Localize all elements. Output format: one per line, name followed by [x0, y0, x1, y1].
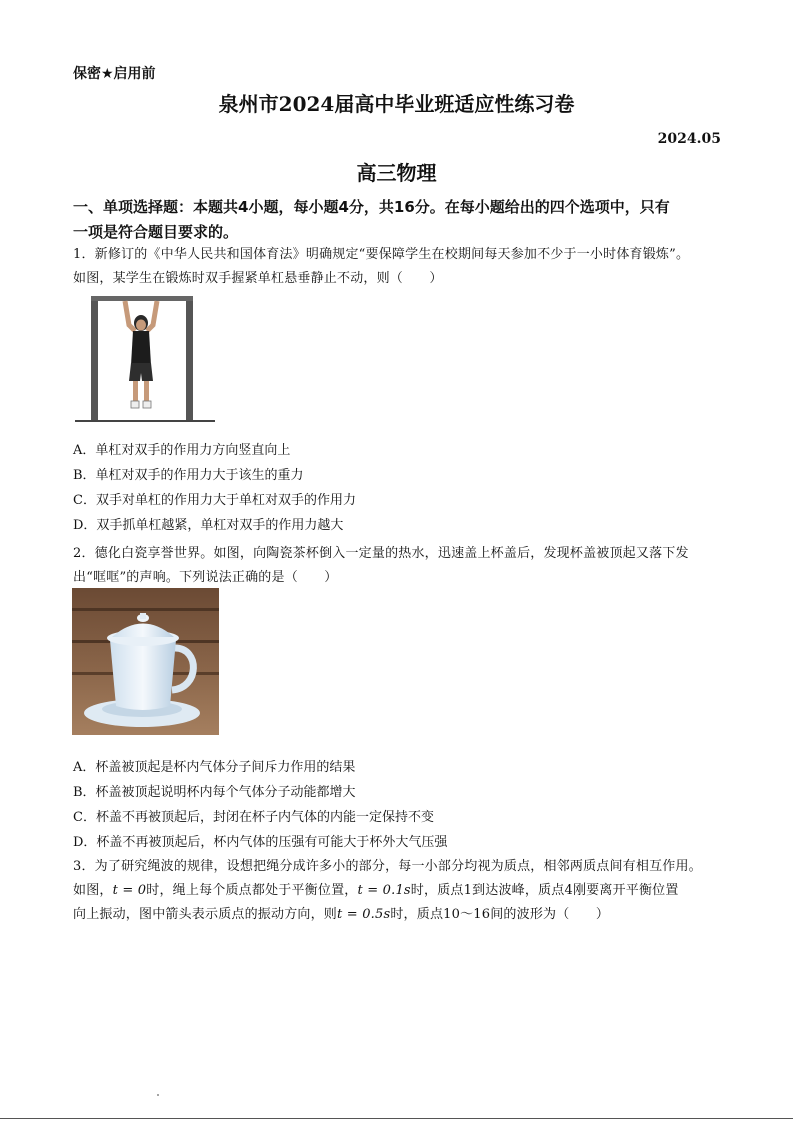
question-2-stem [73, 542, 728, 590]
question-1-option-c: C．双手对单杠的作用力大于单杠对双手的作用力 [73, 493, 356, 508]
question-3-line3-b: 时，质点10～16间的波形为（ ） [390, 907, 610, 922]
question-2-option-b: B．杯盖被顶起说明杯内每个气体分子动能都增大 [73, 785, 356, 800]
time-t2: t = 0.5s [337, 907, 391, 922]
section-heading-line1: 一、单项选择题：本题共4小题，每小题4分，共16分。在每小题给出的四个选项中，只有 [73, 198, 670, 216]
time-t0: t = 0 [112, 883, 147, 898]
question-1-option-d: D．双手抓单杠越紧，单杠对双手的作用力越大 [73, 518, 344, 533]
question-3-line2-a: 如图， [73, 883, 113, 898]
pullup-bar-figure [73, 293, 218, 425]
exam-date: 2024.05 [657, 131, 721, 147]
question-3-stem [73, 855, 728, 927]
question-3-line2-b: 时，绳上每个质点都处于平衡位置， [146, 883, 358, 898]
question-3-line1: 3．为了研究绳波的规律，设想把绳分成许多小的部分，每一小部分均视为质点，相邻两质点间有相互作用。 [73, 859, 702, 874]
question-2-option-a: A．杯盖被顶起是杯内气体分子间斥力作用的结果 [73, 760, 356, 775]
question-3-line3-a: 向上振动，图中箭头表示质点的振动方向，则 [73, 907, 338, 922]
teacup-svg [72, 588, 219, 735]
section-heading-line2: 一项是符合题目要求的。 [73, 223, 239, 241]
subject-title: 高三物理 [356, 161, 437, 185]
section-heading [73, 195, 728, 245]
question-2-option-d: D．杯盖不再被顶起后，杯内气体的压强有可能大于杯外大气压强 [73, 835, 448, 850]
question-2-line2: 出“哐哐”的声响。下列说法正确的是（ ） [73, 570, 338, 585]
question-2-line1: 2．德化白瓷享誉世界。如图，向陶瓷茶杯倒入一定量的热水，迅速盖上杯盖后，发现杯盖被顶起又落下发 [73, 546, 689, 561]
question-3-line3 [73, 903, 728, 927]
question-3-line2-c: 时，质点1到达波峰，质点4刚要离开平衡位置 [410, 883, 679, 898]
pullup-figure-svg [73, 293, 218, 425]
question-3-line2 [73, 879, 728, 903]
page-bottom-border [0, 1118, 793, 1119]
exam-title: 泉州市2024届高中毕业班适应性练习卷 [218, 92, 575, 116]
question-1-line2: 如图，某学生在锻炼时双手握紧单杠悬垂静止不动，则（ ） [73, 271, 443, 286]
question-1-option-b: B．单杠对双手的作用力大于该生的重力 [73, 468, 304, 483]
question-1-stem [73, 243, 728, 291]
time-t1: t = 0.1s [357, 883, 411, 898]
question-2-option-c: C．杯盖不再被顶起后，封闭在杯子内气体的内能一定保持不变 [73, 810, 434, 825]
question-1-line1: 1．新修订的《中华人民共和国体育法》明确规定“要保障学生在校期间每天参加不少于一小时体育锻炼”。 [73, 247, 690, 262]
question-1-option-a: A．单杠对双手的作用力方向竖直向上 [73, 443, 291, 458]
teacup-photo [72, 588, 219, 735]
confidential-label: 保密★启用前 [73, 66, 156, 82]
scan-speck [157, 1094, 159, 1096]
